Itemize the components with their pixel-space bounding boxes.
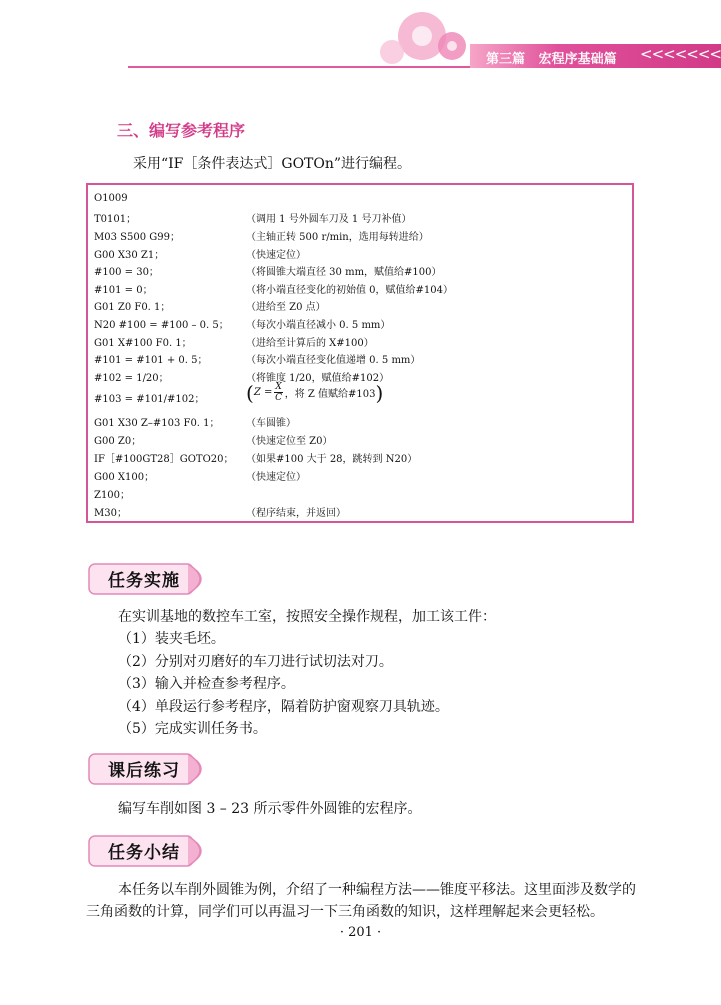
program-command: N20 #100 = #100 – 0. 5； <box>94 320 229 331</box>
program-command: #101 = 0； <box>94 285 153 296</box>
program-comment: （车圆锥） <box>246 418 296 429</box>
task-step: （5）完成实训任务书。 <box>118 721 267 737</box>
header-part: 第三篇 <box>486 52 526 67</box>
program-command: #102 = 1/20； <box>94 373 169 384</box>
program-command: M03 S500 G99； <box>94 232 180 243</box>
program-command: G00 X100； <box>94 472 155 483</box>
heading-exercise <box>88 752 210 784</box>
program-comment: （将小端直径变化的初始值 0，赋值给#104） <box>246 285 454 296</box>
program-command: G01 Z0 F0. 1； <box>94 302 171 313</box>
program-comment: （进给至计算后的 X#100） <box>246 338 374 349</box>
program-command: IF［#100GT28］GOTO20； <box>94 454 234 465</box>
program-command: G00 Z0； <box>94 436 142 447</box>
summary-text: 本任务以车削外圆锥为例，介绍了一种编程方法——锥度平移法。这里面涉及数学的三角函数的计算，同学们可以再温习一下三角函数的知识，这样理解起来会更轻松。 <box>86 882 636 920</box>
program-command: G01 X#100 F0. 1； <box>94 338 192 349</box>
program-comment: （调用 1 号外圆车刀及 1 号刀补值） <box>246 214 412 225</box>
program-comment: （进给至 Z0 点） <box>246 302 326 313</box>
program-command: G00 X30 Z1； <box>94 250 165 261</box>
task-step: （4）单段运行参考程序，隔着防护窗观察刀具轨迹。 <box>118 699 449 715</box>
program-comment: （程序结束，并返回） <box>246 508 346 519</box>
page-number: · 201 · <box>339 925 382 940</box>
task-step: （2）分别对刃磨好的车刀进行试切法对刀。 <box>118 654 393 670</box>
formula-paren: ( <box>246 380 254 405</box>
program-comment: （快速定位） <box>246 250 306 261</box>
program-command: T0101； <box>94 214 137 225</box>
program-command: #103 = #101/#102； <box>94 394 205 405</box>
section-intro: 采用“IF［条件表达式］GOTOn”进行编程。 <box>133 156 412 172</box>
program-command: #101 = #101 + 0. 5； <box>94 355 208 366</box>
program-comment: （将圆锥大端直径 30 mm，赋值给#100） <box>246 267 442 278</box>
heading-exercise-label: 课后练习 <box>108 761 180 781</box>
formula-rest: ，将 Z 值赋给#103 <box>284 389 376 400</box>
program-comment: （主轴正转 500 r/min，选用每转进给） <box>246 232 429 243</box>
program-comment: （快速定位） <box>246 472 306 483</box>
program-comment <box>246 382 383 403</box>
header-part-title: 宏程序基础篇 <box>538 52 617 67</box>
program-comment: （如果#100 大于 28，跳转到 N20） <box>246 454 418 465</box>
program-command: Z100； <box>94 490 131 501</box>
task-step: （3）输入并检查参考程序。 <box>118 676 295 692</box>
formula-lhs: Z = <box>253 387 273 398</box>
formula-denominator: C <box>275 393 282 403</box>
task-step: （1）装夹毛坯。 <box>118 631 225 647</box>
program-command: O1009 <box>94 193 128 204</box>
header-title <box>486 48 617 67</box>
program-command: #100 = 30； <box>94 267 159 278</box>
formula <box>246 382 383 403</box>
program-command: M30； <box>94 508 127 519</box>
heading-summary <box>88 834 210 866</box>
gear-decoration-icon <box>372 6 472 68</box>
heading-tasks <box>88 562 210 594</box>
formula-paren: ) <box>375 380 384 405</box>
formula-numerator: X <box>275 382 282 392</box>
tasks-intro: 在实训基地的数控车工室，按照安全操作规程，加工该工件： <box>118 609 496 625</box>
program-comment: （快速定位至 Z0） <box>246 436 333 447</box>
exercise-text: 编写车削如图 3 – 23 所示零件外圆锥的宏程序。 <box>118 801 422 817</box>
heading-tasks-label: 任务实施 <box>108 571 180 591</box>
heading-summary-label: 任务小结 <box>108 843 180 863</box>
page-header <box>0 0 721 70</box>
header-chevrons: <<<<<<< <box>640 45 721 63</box>
program-comment: （每次小端直径减小 0. 5 mm） <box>246 320 391 331</box>
program-comment: （将锥度 1/20，赋值给#102） <box>246 373 390 384</box>
program-command: G01 X30 Z–#103 F0. 1； <box>94 418 220 429</box>
program-comment: （每次小端直径变化值递增 0. 5 mm） <box>246 355 421 366</box>
section-title: 三、编写参考程序 <box>117 121 246 140</box>
formula-fraction <box>274 382 282 403</box>
